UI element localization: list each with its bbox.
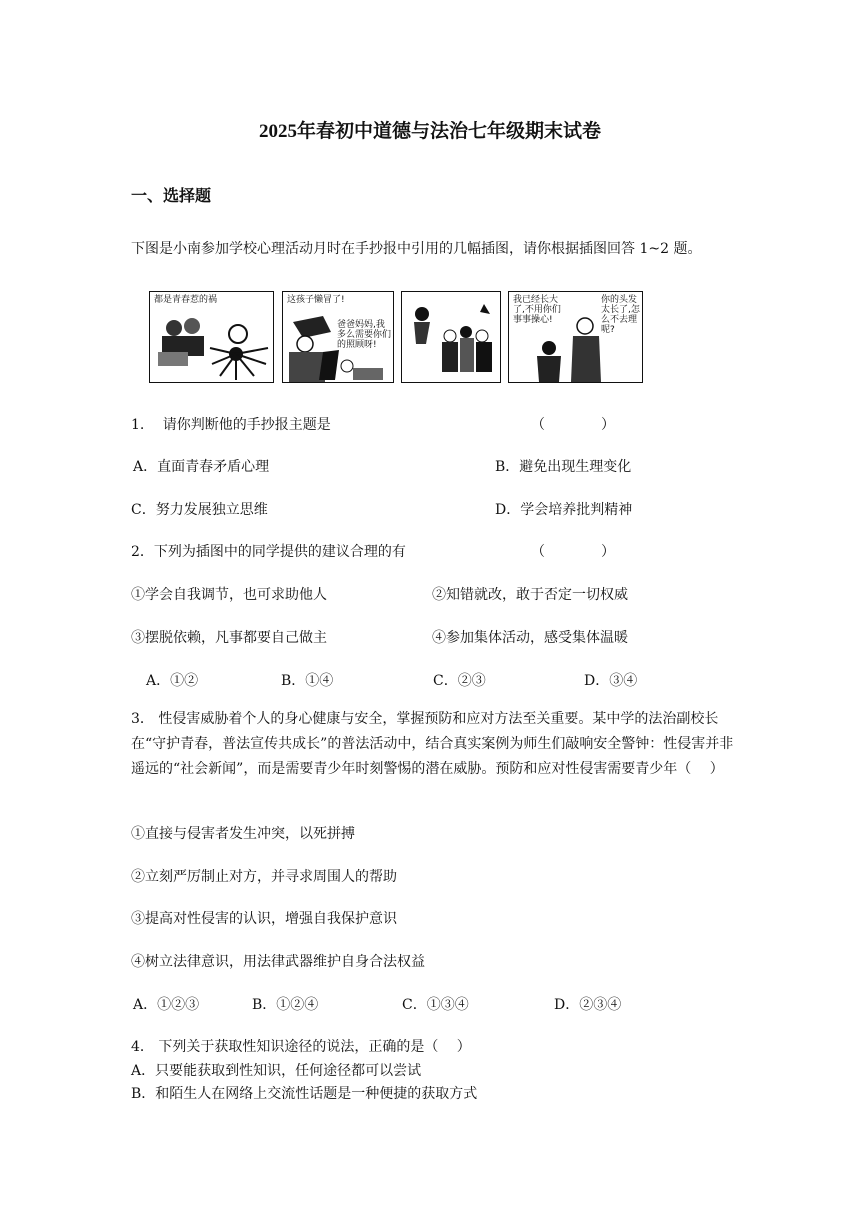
q4-stem: 4． 下列关于获取性知识途径的说法，正确的是（ ）: [131, 1039, 471, 1055]
q2-option-b: B．①④: [281, 673, 334, 689]
intro-text: 下图是小南参加学校心理活动月时在手抄报中引用的几幅插图，请你根据插图回答 1~2 题。: [131, 241, 702, 257]
comic-panel-4: [508, 291, 643, 383]
q3-option-d: D．②③④: [554, 997, 622, 1013]
q4-option-a: A．只要能获取到性知识，任何途径都可以尝试: [131, 1063, 422, 1079]
q2-statement-4: ④参加集体活动，感受集体温暖: [432, 630, 628, 646]
comic-caption-1: 都是青春惹的祸: [154, 295, 218, 305]
q1-option-b: B．避免出现生理变化: [495, 459, 632, 475]
q2-option-c: C．②③: [433, 673, 486, 689]
q2-option-d: D．③④: [584, 673, 638, 689]
q1-option-d: D．学会培养批判精神: [495, 502, 633, 518]
q2-statement-1: ①学会自我调节，也可求助他人: [131, 587, 327, 603]
q3-statement-2: ②立刻严厉制止对方，并寻求周围人的帮助: [131, 869, 397, 885]
comic-drawing-3: [402, 292, 501, 383]
q1-option-c: C．努力发展独立思维: [131, 502, 268, 518]
q3-option-c: C．①③④: [402, 997, 469, 1013]
q1-option-a: A．直面青春矛盾心理: [133, 459, 270, 475]
q3-statement-1: ①直接与侵害者发生冲突，以死拼搏: [131, 826, 355, 842]
comic-panel-3: [401, 291, 501, 383]
comic-drawing-1: [150, 292, 274, 383]
comic-panel-2: [282, 291, 394, 383]
q2-stem: 2．下列为插图中的同学提供的建议合理的有: [131, 544, 406, 560]
section-heading: 一、选择题: [131, 186, 212, 205]
q2-statement-3: ③摆脱依赖，凡事都要自己做主: [131, 630, 327, 646]
q3-option-a: A．①②③: [133, 997, 200, 1013]
q4-option-b: B．和陌生人在网络上交流性话题是一种便捷的获取方式: [131, 1086, 478, 1102]
comic-caption-4a: 我已经长大了,不用你们事事操心!: [513, 295, 561, 325]
q2-option-a: A．①②: [146, 673, 199, 689]
q3-statement-3: ③提高对性侵害的认识，增强自我保护意识: [131, 911, 397, 927]
q2-bracket: （ ）: [531, 544, 615, 560]
q3-option-b: B．①②④: [252, 997, 319, 1013]
comic-panel-1: [149, 291, 274, 383]
comic-caption-2b: 爸爸妈妈,我多么需要你们的照顾呀!: [337, 320, 392, 350]
q3-statement-4: ④树立法律意识，用法律武器维护自身合法权益: [131, 954, 425, 970]
q1-bracket: （ ）: [531, 417, 615, 433]
comic-strip: [149, 291, 643, 385]
q3-stem: 3． 性侵害威胁着个人的身心健康与安全，掌握预防和应对方法至关重要。某中学的法治副校长在“守护青春，普法宣传共成长”的普法活动中，结合真实案例为师生们敲响安全警钟：性侵害并非遥远的“社会新闻”，而是需要青少年时刻警惕的潜在威胁。预防和应对性侵害需要青少年（ ）: [131, 711, 734, 777]
page-title: 2025年春初中道德与法治七年级期末试卷: [258, 121, 601, 142]
comic-caption-2a: 这孩子懒冒了!: [287, 295, 345, 305]
comic-caption-4b: 你的头发太长了,怎么不去理呢?: [601, 295, 640, 335]
q2-statement-2: ②知错就改，敢于否定一切权威: [432, 587, 628, 603]
q1-stem: 1. 请你判断他的手抄报主题是: [131, 417, 331, 433]
